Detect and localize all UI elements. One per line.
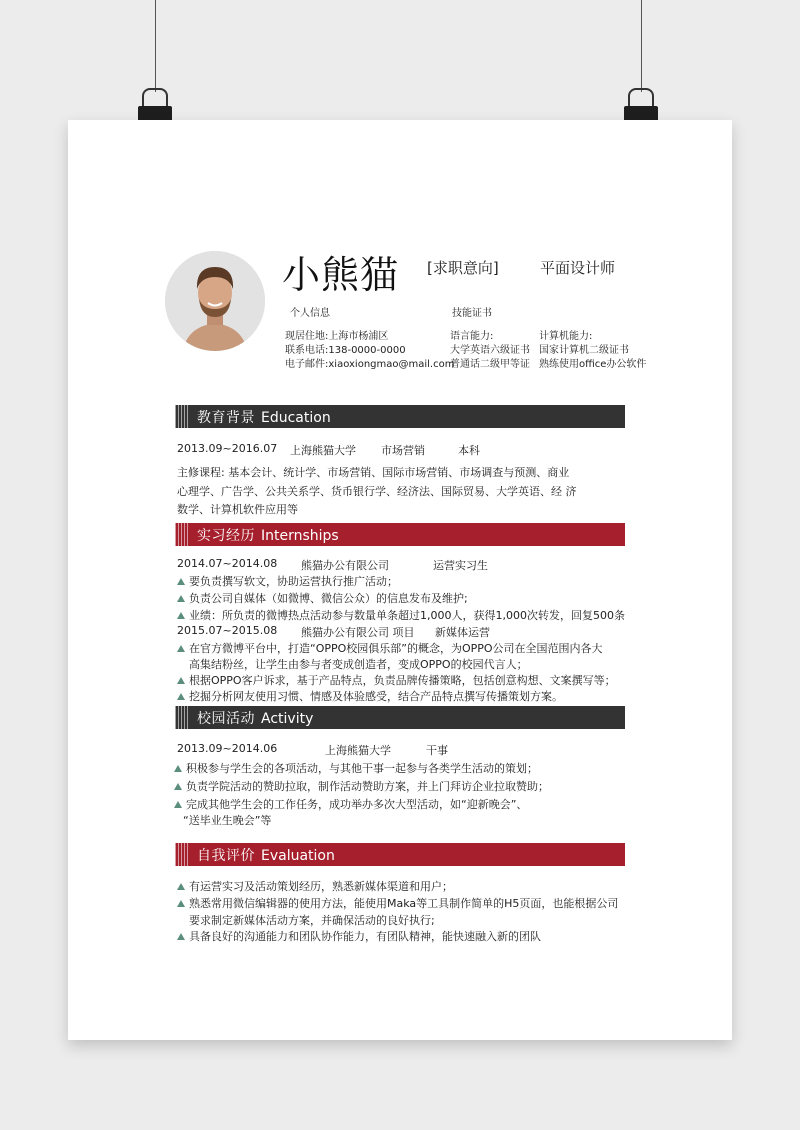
- triangle-bullet-icon: [177, 578, 185, 585]
- job-date: 2015.07~2015.08: [177, 624, 278, 637]
- section-title-en: Activity: [261, 711, 314, 727]
- list-item: 积极参与学生会的各项活动，与其他干事一起参与各类学生活动的策划；: [174, 760, 538, 776]
- education-date: 2013.09~2016.07: [177, 442, 278, 455]
- email-line: 电子邮件:xiaoxiongmao@mail.com: [285, 359, 455, 370]
- job-company: 熊猫办公有限公司: [301, 559, 389, 572]
- language-label: 语言能力:: [450, 331, 494, 342]
- job-intent-label: [求职意向]: [427, 259, 499, 277]
- list-item: 负责学院活动的赞助拉取，制作活动赞助方案，并上门拜访企业拉取赞助；: [174, 778, 549, 794]
- list-item: 具备良好的沟通能力和团队协作能力，有团队精神，能快速融入新的团队: [177, 928, 541, 944]
- triangle-bullet-icon: [177, 900, 185, 907]
- activity-role: 干事: [426, 744, 448, 757]
- job-intent-value: 平面设计师: [540, 259, 616, 277]
- triangle-bullet-icon: [177, 883, 185, 890]
- computer-label: 计算机能力:: [539, 331, 593, 342]
- language-cert-2: 普通话二级甲等证: [450, 359, 530, 370]
- section-header-activity: [175, 706, 625, 729]
- job-date: 2014.07~2014.08: [177, 557, 278, 570]
- list-item: 完成其他学生会的工作任务，成功举办多次大型活动，如“迎新晚会”、: [174, 796, 527, 812]
- triangle-bullet-icon: [174, 801, 182, 808]
- list-item: 熟悉常用微信编辑器的使用方法，能使用Maka等工具制作简单的H5页面，也能根据公司: [177, 895, 618, 911]
- section-header-internships: [175, 523, 625, 546]
- triangle-bullet-icon: [177, 612, 185, 619]
- activity-school: 上海熊猫大学: [325, 744, 391, 757]
- education-degree: 本科: [458, 444, 480, 457]
- triangle-bullet-icon: [177, 677, 185, 684]
- person-photo-icon: [165, 251, 265, 351]
- phone-line: 联系电话:138-0000-0000: [285, 345, 406, 356]
- personal-info-title: 个人信息: [290, 308, 330, 319]
- skills-title: 技能证书: [452, 308, 492, 319]
- section-title-cn: 实习经历: [197, 528, 255, 544]
- courses-line: 主修课程: 基本会计、统计学、市场营销、国际市场营销、市场调查与预测、商业: [177, 466, 570, 479]
- hanging-wire-right: [641, 0, 642, 92]
- triangle-bullet-icon: [177, 933, 185, 940]
- courses-line: 数学、计算机软件应用等: [177, 503, 298, 516]
- section-title-en: Internships: [261, 528, 339, 544]
- triangle-bullet-icon: [177, 693, 185, 700]
- list-item: 在官方微博平台中，打造“OPPO校园俱乐部”的概念，为OPPO公司在全国范围内各大: [177, 640, 603, 656]
- list-item: 负责公司自媒体（如微博、微信公众）的信息发布及维护;: [177, 590, 468, 606]
- list-item: 有运营实习及活动策划经历，熟悉新媒体渠道和用户；: [177, 878, 453, 894]
- triangle-bullet-icon: [177, 645, 185, 652]
- section-header-education: [175, 405, 625, 428]
- section-title-cn: 教育背景: [197, 410, 255, 426]
- job-role: 运营实习生: [433, 559, 488, 572]
- job-role: 新媒体运营: [435, 626, 490, 639]
- computer-cert-2: 熟练使用office办公软件: [539, 359, 647, 370]
- job-company: 熊猫办公有限公司 项目: [301, 626, 415, 639]
- list-item: 要负责撰写软文，协助运营执行推广活动；: [177, 573, 398, 589]
- triangle-bullet-icon: [174, 783, 182, 790]
- list-item-continuation: 高集结粉丝，让学生由参与者变成创造者，变成OPPO的校园代言人；: [189, 658, 528, 671]
- list-item: 挖掘分析网友使用习惯、情感及体验感受，结合产品特点撰写传播策划方案。: [177, 688, 563, 704]
- activity-date: 2013.09~2014.06: [177, 742, 278, 755]
- list-item-continuation: “送毕业生晚会”等: [183, 814, 272, 827]
- avatar: [165, 251, 265, 351]
- education-school: 上海熊猫大学: [290, 444, 356, 457]
- section-title-en: Evaluation: [261, 848, 335, 864]
- courses-line: 心理学、广告学、公共关系学、货币银行学、经济法、国际贸易、大学英语、经 济: [177, 485, 577, 498]
- computer-cert-1: 国家计算机二级证书: [539, 345, 629, 356]
- section-title-cn: 自我评价: [197, 848, 255, 864]
- list-item: 根据OPPO客户诉求，基于产品特点，负责品牌传播策略，包括创意构想、文案撰写等；: [177, 672, 616, 688]
- section-header-evaluation: [175, 843, 625, 866]
- triangle-bullet-icon: [174, 765, 182, 772]
- section-title-en: Education: [261, 410, 331, 426]
- list-item-continuation: 要求制定新媒体活动方案，并确保活动的良好执行;: [189, 914, 435, 927]
- education-major: 市场营销: [381, 444, 425, 457]
- language-cert-1: 大学英语六级证书: [450, 345, 530, 356]
- address-line: 现居住地:上海市杨浦区: [285, 331, 389, 342]
- resume-page: [68, 120, 732, 1040]
- section-title-cn: 校园活动: [197, 711, 255, 727]
- candidate-name: 小熊猫: [282, 253, 400, 297]
- triangle-bullet-icon: [177, 595, 185, 602]
- list-item: 业绩：所负责的微博热点活动参与数量单条超过1,000人，获得1,000次转发，回复500条: [177, 607, 625, 623]
- hanging-wire-left: [155, 0, 156, 92]
